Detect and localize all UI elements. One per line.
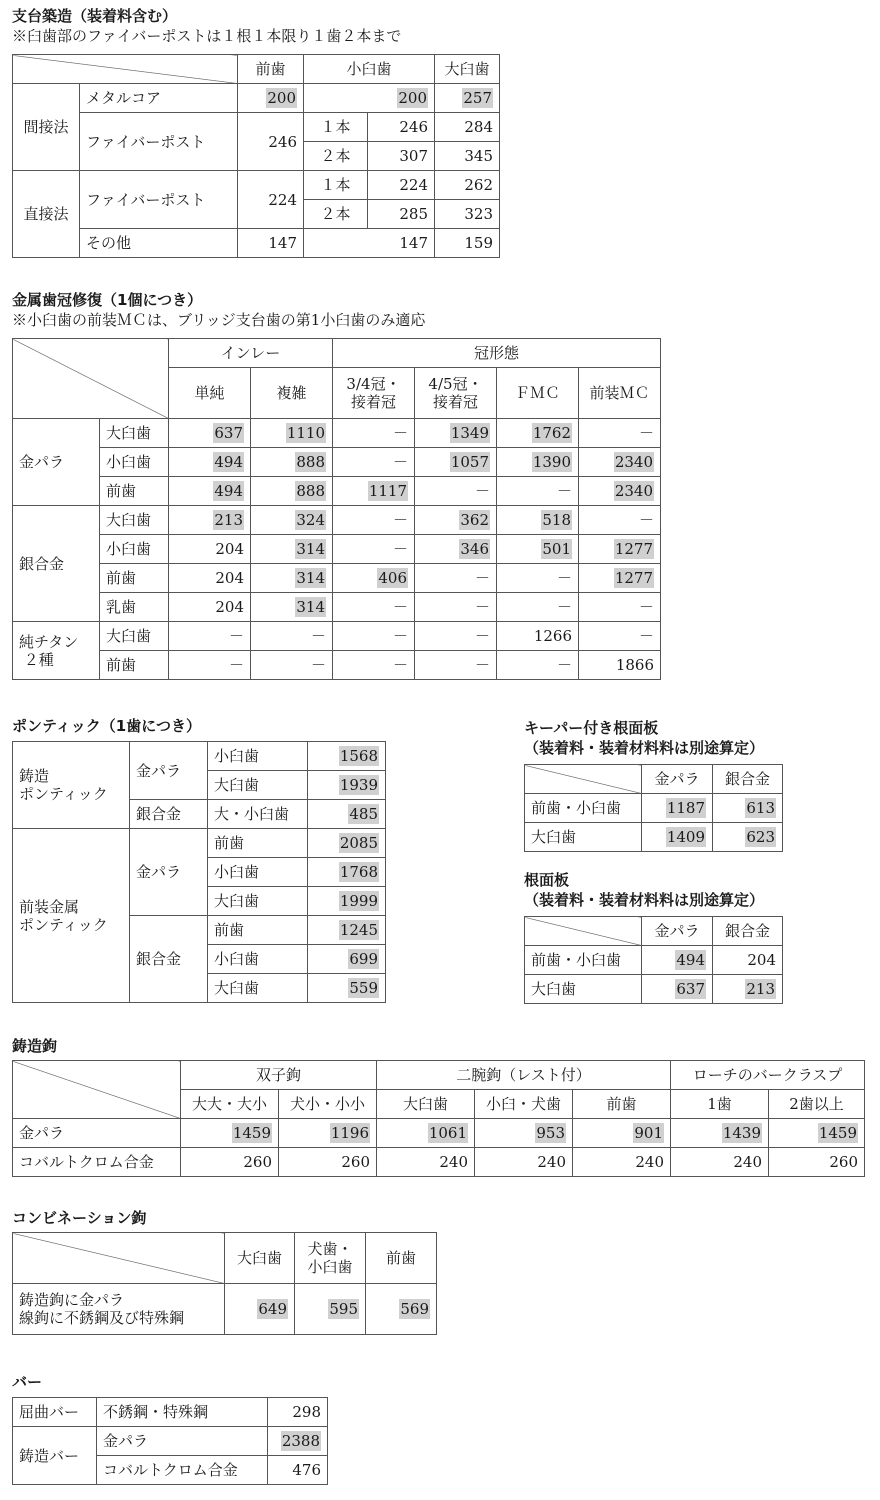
col-header: 大臼歯 [225, 1233, 295, 1284]
section-cast-clasp [12, 1036, 57, 1056]
value-cell: 1409 [666, 828, 705, 846]
section-note: ※臼歯部のファイバーポストは１根１本限り１歯２本まで [12, 27, 402, 45]
value-cell: 159 [435, 229, 500, 258]
diagonal-header-cell [13, 1233, 225, 1284]
value-cell: 204 [169, 564, 251, 593]
dash-cell: － [251, 622, 333, 651]
value-cell: 298 [268, 1398, 328, 1427]
value-cell: 1390 [532, 453, 571, 471]
row-sublabel: ２本 [304, 142, 368, 171]
value-cell: 213 [746, 980, 775, 998]
row-label: 銀合金 [130, 800, 208, 829]
value-cell: 262 [435, 171, 500, 200]
value-cell: 1459 [232, 1124, 271, 1142]
value-cell: 1110 [286, 424, 325, 442]
value-cell: 314 [296, 598, 325, 616]
value-cell: 559 [349, 979, 378, 997]
keeper-root-plate-table [524, 764, 783, 852]
row-label: 金パラ [130, 829, 208, 916]
section-title: 支台築造（装着料含む） [12, 7, 178, 25]
dash-cell: － [333, 622, 415, 651]
value-cell: 314 [296, 569, 325, 587]
col-header: 小臼・犬歯 [475, 1090, 573, 1119]
value-cell: 260 [279, 1148, 377, 1177]
value-cell: 285 [368, 200, 435, 229]
dash-cell: － [169, 651, 251, 680]
row-label: 前歯・小臼歯 [525, 946, 642, 975]
row-label: その他 [80, 229, 238, 258]
combination-clasp-table [12, 1232, 437, 1335]
col-header: 大臼歯 [377, 1090, 475, 1119]
value-cell: 406 [378, 569, 407, 587]
value-cell: 1277 [614, 540, 653, 558]
col-header: 前歯 [238, 55, 304, 84]
row-sublabel: 小臼歯 [208, 945, 308, 974]
section-bar [12, 1372, 42, 1392]
value-cell: 147 [304, 229, 435, 258]
value-cell: 1245 [339, 921, 378, 939]
row-label: 大臼歯 [525, 975, 642, 1004]
row-label: 前歯 [100, 477, 169, 506]
value-cell: 953 [536, 1124, 565, 1142]
row-sublabel: １本 [304, 171, 368, 200]
value-cell: 623 [746, 828, 775, 846]
dash-cell: － [415, 564, 497, 593]
col-header: 大大・大小 [181, 1090, 279, 1119]
row-sublabel: ２本 [304, 200, 368, 229]
value-cell: 1939 [339, 776, 378, 794]
value-cell: 494 [214, 453, 243, 471]
row-group-label: 鋳造 ポンティック [13, 742, 130, 829]
value-cell: 901 [634, 1124, 663, 1142]
value-cell: 246 [238, 113, 304, 171]
value-cell: 595 [329, 1300, 358, 1318]
dash-cell: － [333, 593, 415, 622]
section-title: ポンティック（1歯につき） [12, 717, 201, 735]
value-cell: 494 [676, 951, 705, 969]
row-label: ファイバーポスト [80, 113, 238, 171]
col-group-header: 二腕鉤（レスト付） [377, 1061, 671, 1090]
col-header: 犬小・小小 [279, 1090, 377, 1119]
value-cell: 1277 [614, 569, 653, 587]
bar-table [12, 1397, 328, 1485]
dash-cell: － [579, 622, 661, 651]
dash-cell: － [497, 593, 579, 622]
value-cell: 637 [214, 424, 243, 442]
value-cell: 494 [214, 482, 243, 500]
value-cell: 345 [435, 142, 500, 171]
cast-clasp-table [12, 1060, 865, 1177]
value-cell: 888 [296, 453, 325, 471]
dash-cell: － [415, 593, 497, 622]
col-group-header: 双子鉤 [181, 1061, 377, 1090]
value-cell: 246 [368, 113, 435, 142]
value-cell: 323 [435, 200, 500, 229]
row-label: 小臼歯 [100, 448, 169, 477]
value-cell: 637 [676, 980, 705, 998]
section-pontic [12, 716, 201, 736]
row-sublabel: 大臼歯 [208, 771, 308, 800]
row-label: 大臼歯 [100, 419, 169, 448]
row-sublabel: １本 [304, 113, 368, 142]
section-title: キーパー付き根面板 [524, 719, 659, 737]
section-keeper-root-plate [524, 718, 764, 758]
row-group-label: 間接法 [13, 84, 80, 171]
value-cell: 1266 [497, 622, 579, 651]
section-combination-clasp [12, 1208, 146, 1228]
row-group-label: 屈曲バー [13, 1398, 97, 1427]
row-group-label: 前装金属 ポンティック [13, 829, 130, 1003]
row-sublabel: 小臼歯 [208, 858, 308, 887]
value-cell: 362 [460, 511, 489, 529]
col-header: 銀合金 [713, 917, 783, 946]
value-cell: 2340 [614, 453, 653, 471]
metal-crown-table [12, 338, 661, 680]
value-cell: 2388 [281, 1432, 320, 1450]
section-subtitle: （装着料・装着材料料は別途算定） [524, 739, 765, 757]
value-cell: 240 [377, 1148, 475, 1177]
section-title: バー [12, 1373, 43, 1391]
value-cell: 613 [746, 799, 775, 817]
section-abutment-buildup [12, 6, 401, 46]
section-title: 根面板 [524, 871, 570, 889]
value-cell: 240 [573, 1148, 671, 1177]
section-metal-crown [12, 290, 425, 330]
value-cell: 699 [349, 950, 378, 968]
col-header: 4/5冠・ 接着冠 [415, 368, 497, 419]
value-cell: 1768 [339, 863, 378, 881]
diagonal-header-cell [13, 55, 238, 84]
section-title: 金属歯冠修復（1個につき） [12, 291, 203, 309]
row-sublabel: 小臼歯 [208, 742, 308, 771]
value-cell: 307 [368, 142, 435, 171]
value-cell: 485 [349, 805, 378, 823]
value-cell: 284 [435, 113, 500, 142]
dash-cell: － [579, 593, 661, 622]
row-sublabel: 前歯 [208, 829, 308, 858]
row-label: 前歯・小臼歯 [525, 794, 642, 823]
value-cell: 1057 [450, 453, 489, 471]
row-group-label: 鋳造バー [13, 1427, 97, 1485]
value-cell: 649 [258, 1300, 287, 1318]
value-cell: 1762 [532, 424, 571, 442]
col-header: 金パラ [642, 765, 713, 794]
value-cell: 260 [181, 1148, 279, 1177]
col-group-header: インレー [169, 339, 333, 368]
value-cell: 518 [542, 511, 571, 529]
root-plate-table [524, 916, 783, 1004]
value-cell: 1866 [579, 651, 661, 680]
col-header: 前装ＭＣ [579, 368, 661, 419]
col-header: ＦＭＣ [497, 368, 579, 419]
col-header: 銀合金 [713, 765, 783, 794]
dash-cell: － [415, 651, 497, 680]
row-label: コバルトクロム合金 [97, 1456, 268, 1485]
row-label: 金パラ [97, 1427, 268, 1456]
section-subtitle: （装着料・装着材料料は別途算定） [524, 891, 765, 909]
col-header: 金パラ [642, 917, 713, 946]
row-label: 小臼歯 [100, 535, 169, 564]
diagonal-header-cell [525, 765, 642, 794]
value-cell: 501 [542, 540, 571, 558]
value-cell: 1999 [339, 892, 378, 910]
value-cell: 147 [238, 229, 304, 258]
row-sublabel: 前歯 [208, 916, 308, 945]
row-label: 銀合金 [130, 916, 208, 1003]
row-group-label: 純チタン ２種 [13, 622, 100, 680]
row-label: メタルコア [80, 84, 238, 113]
row-sublabel: 大臼歯 [208, 974, 308, 1003]
row-label: ファイバーポスト [80, 171, 238, 229]
col-header: 単純 [169, 368, 251, 419]
dash-cell: － [333, 419, 415, 448]
dash-cell: － [497, 651, 579, 680]
dash-cell: － [497, 477, 579, 506]
row-label: 鋳造鉤に金パラ 線鉤に不銹鋼及び特殊鋼 [13, 1284, 225, 1335]
value-cell: 204 [713, 946, 783, 975]
value-cell: 224 [238, 171, 304, 229]
col-header: 複雑 [251, 368, 333, 419]
value-cell: 476 [268, 1456, 328, 1485]
col-header: 3/4冠・ 接着冠 [333, 368, 415, 419]
dash-cell: － [333, 651, 415, 680]
dash-cell: － [415, 622, 497, 651]
value-cell: 314 [296, 540, 325, 558]
diagonal-header-cell [13, 339, 169, 419]
value-cell: 1117 [368, 482, 407, 500]
diagonal-header-cell [525, 917, 642, 946]
dash-cell: － [333, 448, 415, 477]
col-header: 1歯 [671, 1090, 769, 1119]
row-label: 前歯 [100, 651, 169, 680]
col-header: 前歯 [366, 1233, 437, 1284]
col-header: 大臼歯 [435, 55, 500, 84]
row-group-label: 直接法 [13, 171, 80, 258]
value-cell: 240 [475, 1148, 573, 1177]
row-sublabel: 大・小臼歯 [208, 800, 308, 829]
row-label: 金パラ [13, 1119, 181, 1148]
col-header: 小臼歯 [304, 55, 435, 84]
value-cell: 569 [400, 1300, 429, 1318]
pontic-table [12, 741, 386, 1003]
value-cell: 1439 [722, 1124, 761, 1142]
row-label: コバルトクロム合金 [13, 1148, 181, 1177]
value-cell: 1459 [818, 1124, 857, 1142]
value-cell: 1061 [428, 1124, 467, 1142]
value-cell: 260 [769, 1148, 865, 1177]
value-cell: 204 [169, 535, 251, 564]
section-root-plate [524, 870, 764, 910]
row-group-label: 金パラ [13, 419, 100, 506]
row-label: 大臼歯 [100, 506, 169, 535]
col-group-header: ローチのバークラスプ [671, 1061, 865, 1090]
row-label: 不銹鋼・特殊鋼 [97, 1398, 268, 1427]
row-label: 金パラ [130, 742, 208, 800]
row-group-label: 銀合金 [13, 506, 100, 622]
row-label: 乳歯 [100, 593, 169, 622]
value-cell: 1349 [450, 424, 489, 442]
value-cell: 1196 [330, 1124, 369, 1142]
row-label: 前歯 [100, 564, 169, 593]
value-cell: 224 [368, 171, 435, 200]
value-cell: 240 [671, 1148, 769, 1177]
value-cell: 257 [463, 89, 493, 107]
col-group-header: 冠形態 [333, 339, 661, 368]
section-note: ※小臼歯の前装ＭＣは、ブリッジ支台歯の第1小臼歯のみ適応 [12, 311, 426, 329]
col-header: 前歯 [573, 1090, 671, 1119]
dash-cell: － [579, 419, 661, 448]
col-header: 2歯以上 [769, 1090, 865, 1119]
value-cell: 888 [296, 482, 325, 500]
dash-cell: － [169, 622, 251, 651]
value-cell: 200 [267, 89, 296, 107]
section-title: 鋳造鉤 [12, 1037, 58, 1055]
row-label: 大臼歯 [525, 823, 642, 852]
dash-cell: － [251, 651, 333, 680]
dash-cell: － [415, 477, 497, 506]
value-cell: 200 [398, 89, 428, 107]
dash-cell: － [497, 564, 579, 593]
value-cell: 2085 [339, 834, 378, 852]
value-cell: 204 [169, 593, 251, 622]
value-cell: 1568 [339, 747, 378, 765]
dash-cell: － [579, 506, 661, 535]
col-header: 犬歯・ 小臼歯 [295, 1233, 366, 1284]
value-cell: 1187 [666, 799, 705, 817]
dash-cell: － [333, 506, 415, 535]
value-cell: 2340 [614, 482, 653, 500]
dash-cell: － [333, 535, 415, 564]
value-cell: 213 [214, 511, 243, 529]
value-cell: 324 [296, 511, 325, 529]
row-label: 大臼歯 [100, 622, 169, 651]
diagonal-header-cell [13, 1061, 181, 1119]
section-title: コンビネーション鉤 [12, 1209, 147, 1227]
value-cell: 346 [460, 540, 489, 558]
abutment-buildup-table [12, 54, 500, 258]
row-sublabel: 大臼歯 [208, 887, 308, 916]
